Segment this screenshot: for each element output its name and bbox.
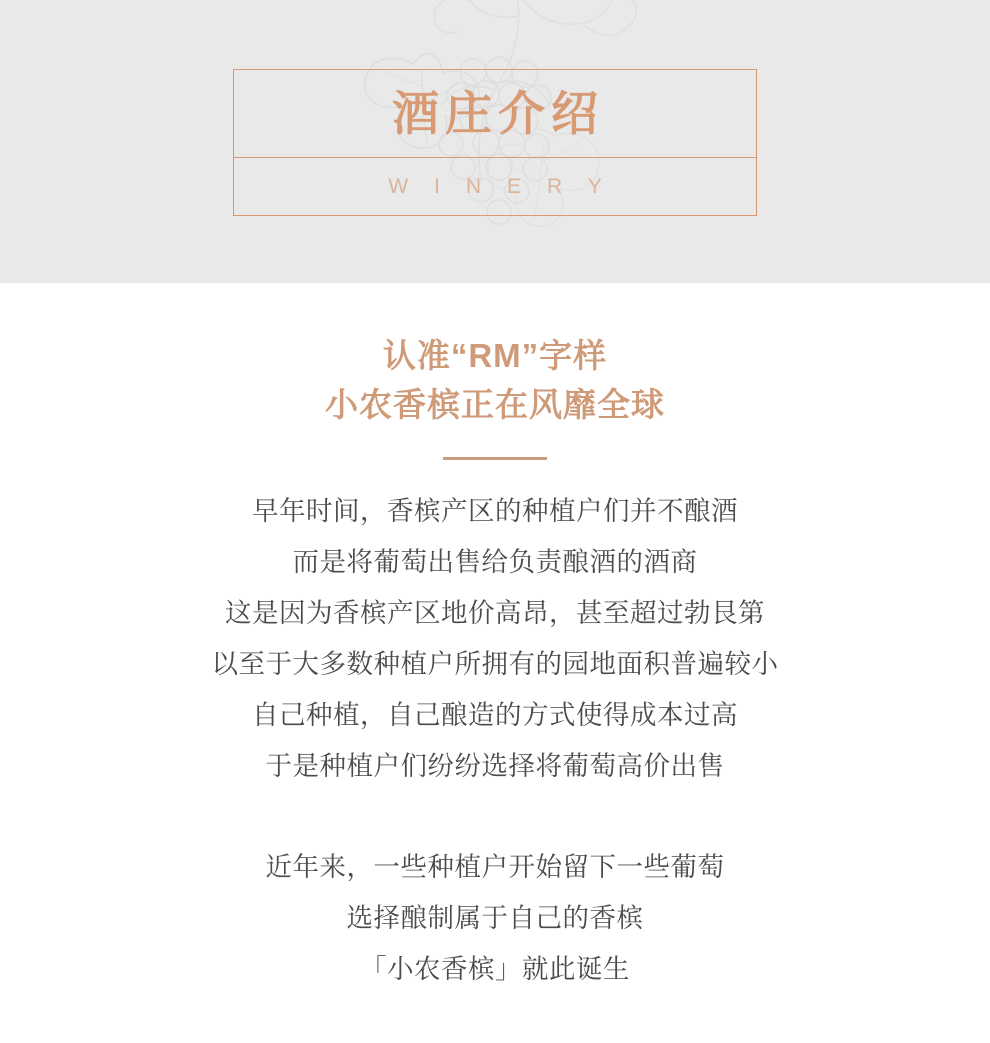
headline — [0, 331, 990, 429]
headline-line-2: 小农香槟正在风靡全球 — [325, 386, 665, 423]
winery-header-banner — [0, 0, 990, 283]
paragraph-one — [0, 486, 990, 792]
headline-divider — [443, 457, 547, 460]
paragraph-two — [0, 842, 990, 995]
paragraph-line: 「小农香槟」就此诞生 — [360, 954, 630, 984]
page-subtitle: WINERY — [388, 175, 628, 198]
paragraph-line: 于是种植户们纷纷选择将葡萄高价出售 — [265, 751, 725, 781]
paragraph-line: 早年时间，香槟产区的种植户们并不酿酒 — [252, 496, 738, 526]
paragraph-line: 近年来，一些种植户开始留下一些葡萄 — [265, 852, 725, 882]
headline-line-1: 认准“RM”字样 — [382, 337, 608, 374]
paragraph-line: 而是将葡萄出售给负责酿酒的酒商 — [292, 547, 698, 577]
winery-content — [0, 283, 990, 995]
paragraph-line: 自己种植，自己酿造的方式使得成本过高 — [252, 700, 738, 730]
paragraph-line: 以至于大多数种植户所拥有的园地面积普遍较小 — [211, 649, 779, 679]
page-title: 酒庄介绍 — [392, 87, 604, 140]
header-title-frame — [233, 69, 757, 216]
paragraph-line: 选择酿制属于自己的香槟 — [346, 903, 644, 933]
paragraph-line: 这是因为香槟产区地价高昂，甚至超过勃艮第 — [225, 598, 765, 628]
paragraph-spacer — [0, 792, 990, 842]
